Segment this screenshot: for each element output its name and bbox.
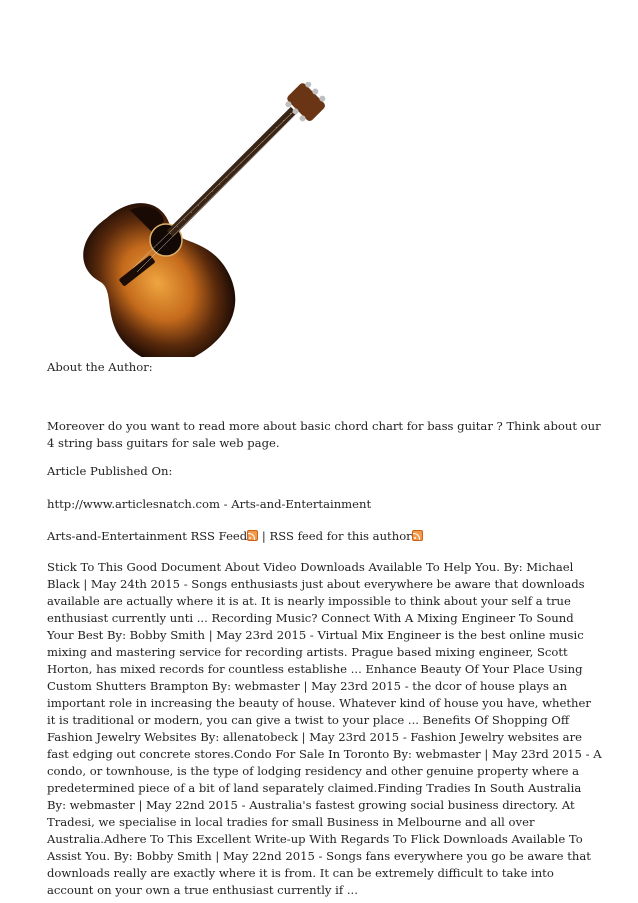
rss-links [47, 528, 602, 545]
author-heading-text: About the Author: [47, 360, 153, 374]
published-label-text: Article Published On: [47, 464, 173, 478]
rss-separator: | [258, 529, 270, 543]
category-rss-link[interactable]: Arts-and-Entertainment RSS Feed [47, 529, 248, 543]
related-articles [47, 559, 602, 899]
related-articles-text: Stick To This Good Document About Video Downloads Available To Help You. By: Michael Black | May 24th 2015 - Songs enthusiasts just about everywhere be aware that downloads available are actually where it is at. It is nearly impossible to think about your self a true enthusiast currently unti ... Recording Music? Connect With A Mixing Engineer To Sound Your Best By: Bobby Smith | May 23rd 2015 - Virtual Mix Engineer is the best online music mixing and mastering service for recording artists. Prague based mixing engineer, Scott Horton, has mixed records for countless establishe ... Enhance Beauty Of Your Place Using Custom Shutters Brampton By: webmaster | May 23rd 2015 - the dcor of house plays an important role in increasing the beauty of house. Whatever kind of house you have, whether it is traditional or modern, you can give a twist to your place ... Benefits Of Shopping Off Fashion Jewelry Websites By: allenatobeck | May 23rd 2015 - Fashion Jewelry websites are fast edging out concrete stores.Condo For Sale In Toronto By: webmaster | May 23rd 2015 - A condo, or townhouse, is the type of lodging residency and other genuine property where a predetermined piece of a bit of land separately claimed.Finding Tradies In South Australia By: webmaster | May 22nd 2015 - Australia's fastest growing social business directory. At Tradesi, we specialise in local tradies for small Business in Melbourne and all over Australia.Adhere To This Excellent Write-up With Regards To Flick Downloads Available To Assist You. By: Bobby Smith | May 22nd 2015 - Songs fans everywhere you go be aware that downloads really are exactly where it is from. It can be extremely difficult to take into account on your own a true enthusiast currently if ... [47, 560, 602, 897]
author-bio-text: Moreover do you want to read more about basic chord chart for bass guitar ? Think about our 4 string bass guitars for sale web page. [47, 419, 601, 450]
published-url-text[interactable]: http://www.articlesnatch.com - Arts-and-Entertainment [47, 497, 372, 511]
author-bio [47, 418, 602, 452]
published-label [47, 463, 602, 480]
guitar-image [58, 82, 333, 357]
published-url [47, 496, 602, 513]
rss-icon[interactable] [247, 530, 258, 541]
author-heading [47, 359, 602, 376]
rss-icon[interactable] [412, 530, 423, 541]
author-rss-link[interactable]: RSS feed for this author [269, 529, 412, 543]
